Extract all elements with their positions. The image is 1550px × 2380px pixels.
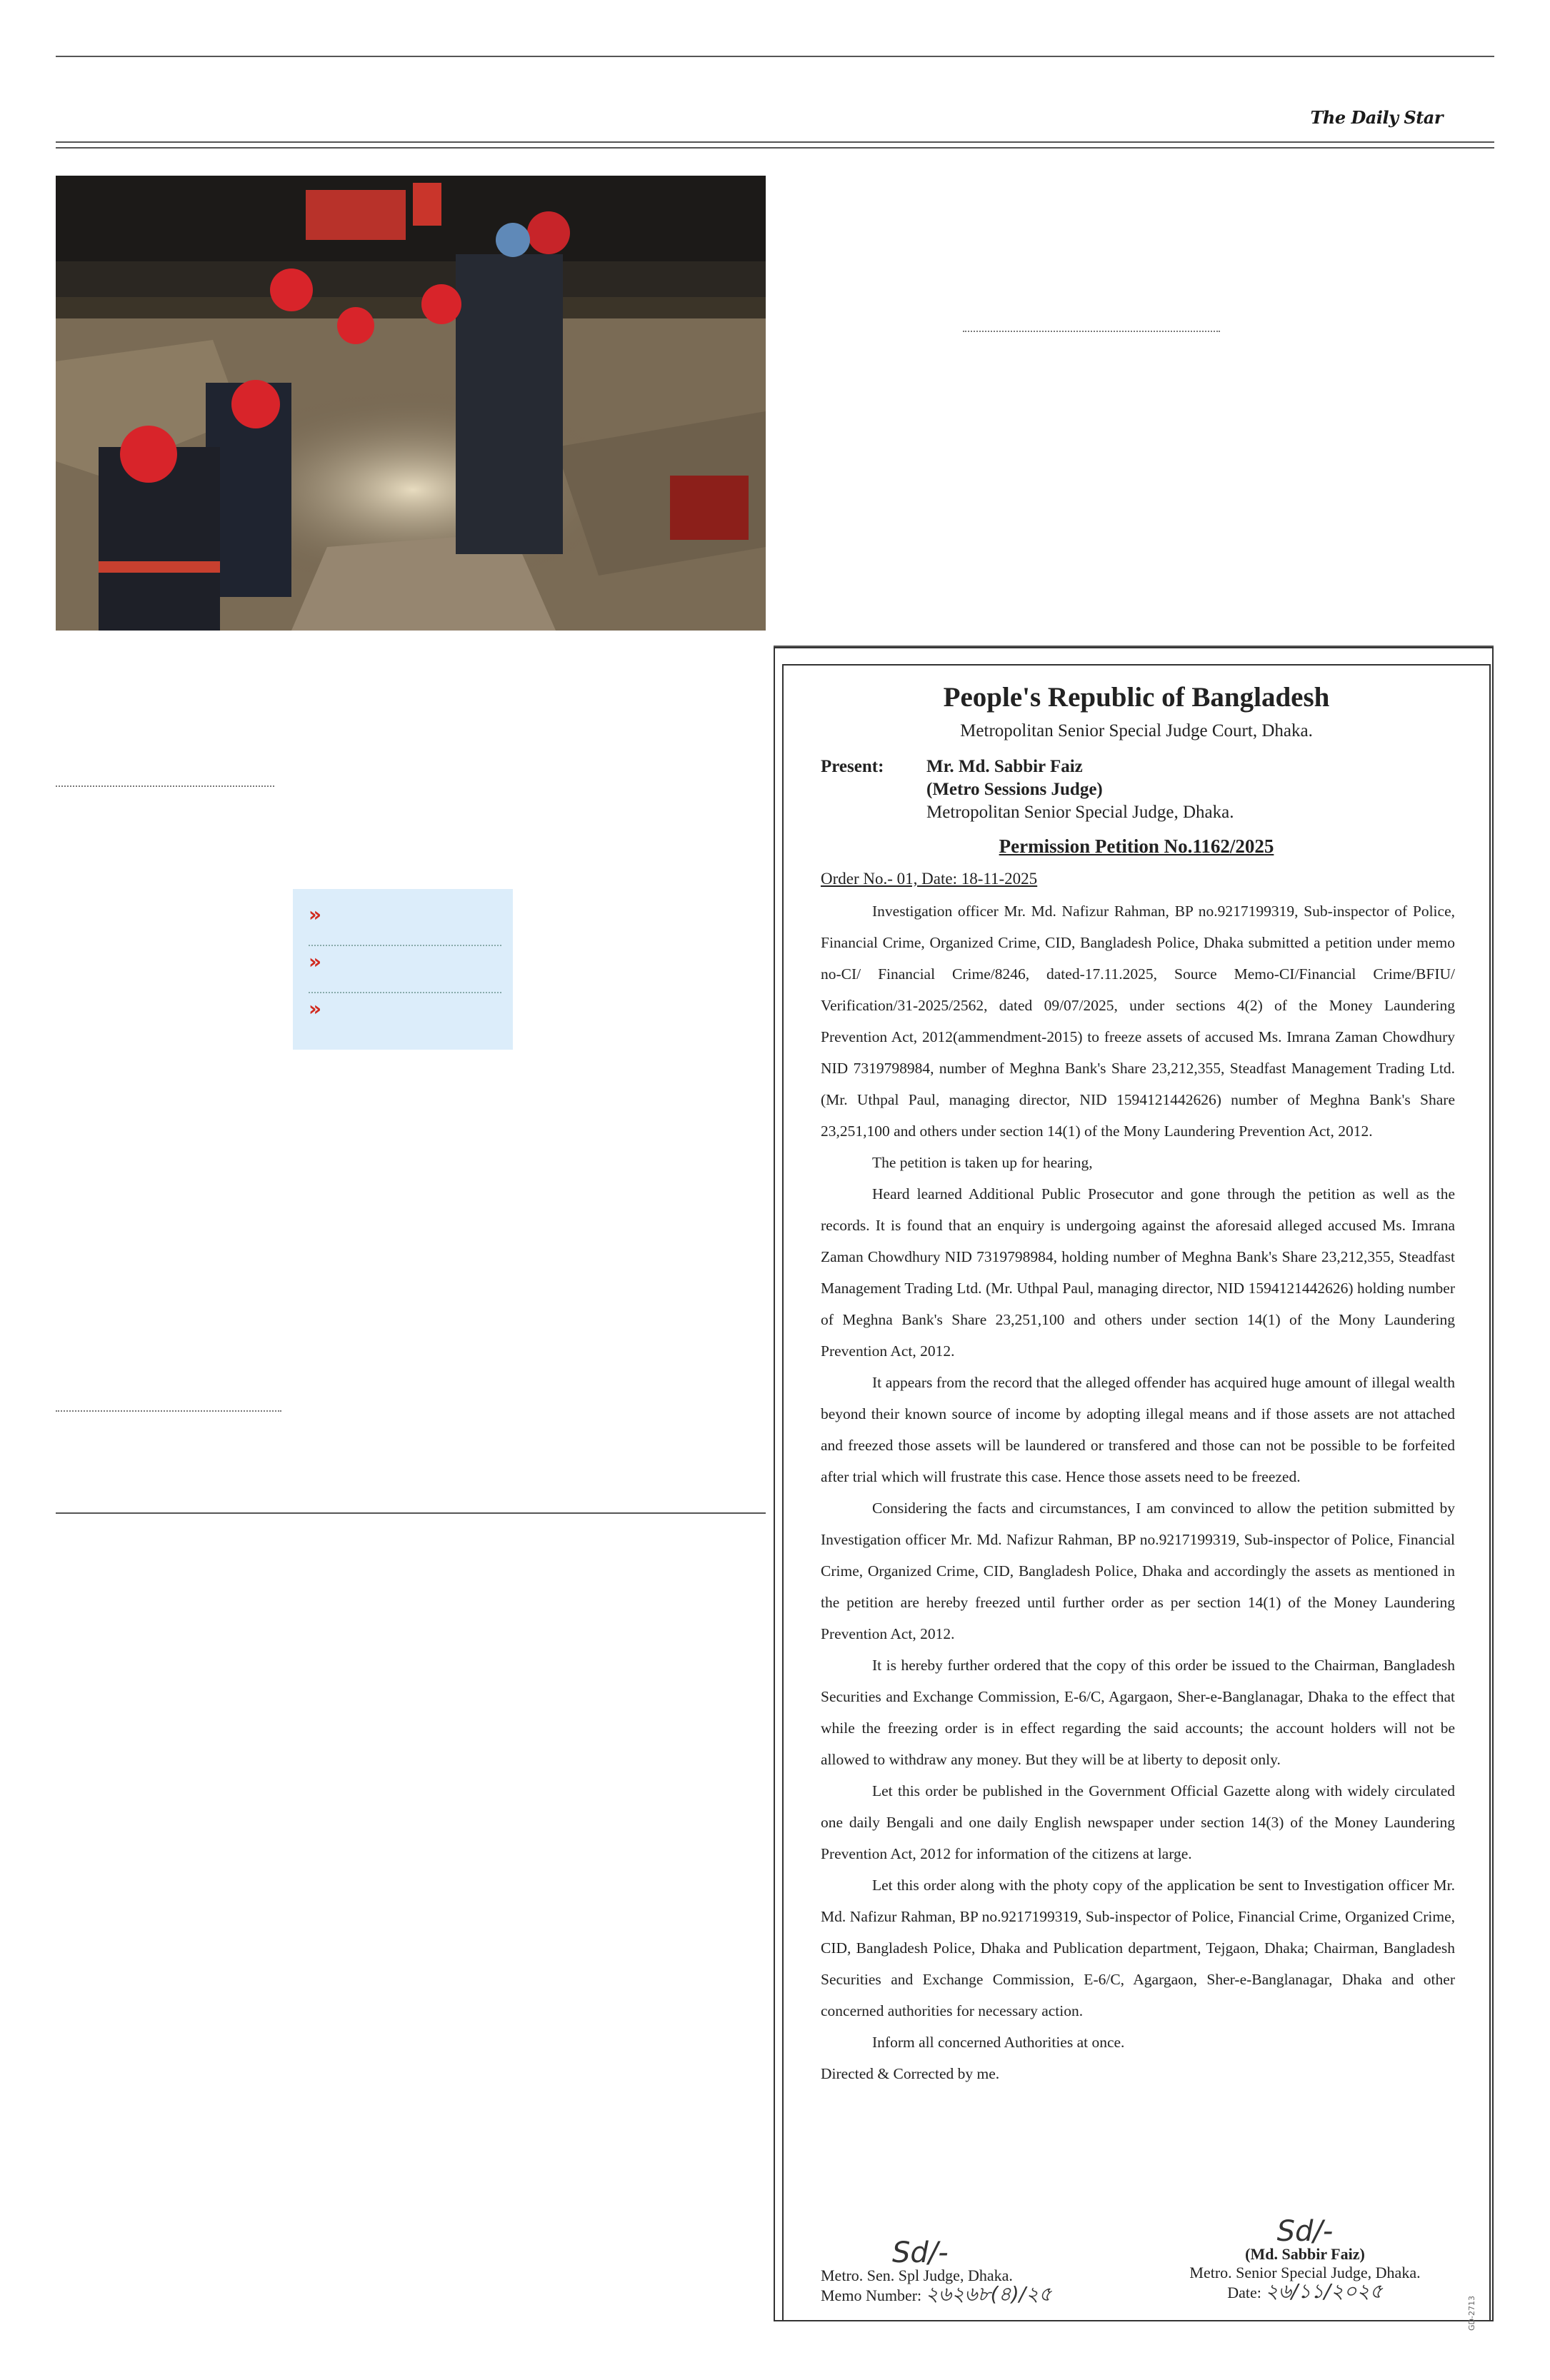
notice-paragraph-8: Let this order along with the photy copy of the application be sent to Investigation officer Mr. Md. Nafizur Rahman, BP no.9217199319, Sub-inspector of Police, Financial Crime, Organized Crime, CID, Bangladesh Police, Dhaka and Publication department, Tejgaon, Dhaka; Chairman, Bangladesh Securities and Exchange Commission, E-6/C, Agargaon, Sher-e-Banglanagar, Dhaka and other concerned authorities for necessary action. (821, 1877, 1455, 2019)
present-label: Present: (821, 757, 884, 776)
signatory-name: (Md. Sabbir Faiz) (1245, 2245, 1365, 2263)
article-divider-3 (963, 331, 1220, 332)
order-number-date: Order No.- 01, Date: 18-11-2025 (821, 870, 1038, 888)
notice-paragraph-5: Considering the facts and circumstances, I am convinced to allow the petition submitted by Investigation officer Mr. Md. Nafizur Rahman, BP no.9217199319, Sub-inspector of Police, Financial Crime, Organized Crime, CID, Bangladesh Police, Dhaka and accordingly the assets as mentioned in the petition are hereby freezed until further order as per section 14(1) of the Money Laundering Prevention Act, 2012. (821, 1500, 1455, 1642)
memo-number-handwritten: ২৬২৬৮(৪)/২৫ (925, 2282, 1052, 2306)
signature-right (1169, 2215, 1441, 2303)
advertisement-code: GD-2713 (1467, 2296, 1476, 2331)
column-bottom-rule (56, 1512, 766, 1514)
notice-paragraph-2: The petition is taken up for hearing, (872, 1154, 1093, 1171)
top-rule (56, 56, 1494, 57)
related-link-3[interactable] (309, 995, 501, 1023)
masthead-rule-upper (56, 141, 1494, 143)
date-handwritten: ২৬/১১/২০২৫ (1265, 2279, 1383, 2303)
notice-paragraph-4: It appears from the record that the alleged offender has acquired huge amount of illegal wealth beyond their known source of income by adopting illegal means and if those assets are not attached and freezed those assets will be laundered or transfered and those can not be possible to be forfeited after trial which will frustrate this case. Hence those assets need to be freezed. (821, 1374, 1455, 1485)
rescue-scene-image (56, 176, 766, 631)
signature-sd-right: Sd/- (1276, 2215, 1334, 2248)
judge-court: Metropolitan Senior Special Judge, Dhaka. (926, 803, 1234, 822)
notice-paragraph-1: Investigation officer Mr. Md. Nafizur Rahman, BP no.9217199319, Sub-inspector of Police, Financial Crime, Organized Crime, CID, Bangladesh Police, Dhaka submitted a petition under memo no-CI/ Financial Crime/8246, dated-17.11.2025, Source Memo-CI/Financial Crime/BFIU/ Verification/31-2025/2562, dated 09/07/2025, under sections 4(2) of the Money Laundering Prevention Act, 2012(ammendment-2015) to freeze assets of accused Ms. Imrana Zaman Chowdhury NID 7319798984, number of Meghna Bank's Share 23,212,355, Steadfast Management Trading Ltd. (Mr. Uthpal Paul, managing director, NID 1594121442626) number of Meghna Bank's Share 23,251,100 and others under section 14(1) of the Mony Laundering Prevention Act, 2012. (821, 903, 1455, 1140)
notice-subtitle: Metropolitan Senior Special Judge Court, Dhaka. (960, 721, 1313, 740)
notice-body (821, 895, 1455, 2089)
newspaper-logo: The Daily Star (1310, 107, 1443, 128)
related-links-box (293, 889, 513, 1050)
signature-left (821, 2236, 1052, 2306)
notice-paragraph-3: Heard learned Additional Public Prosecutor and gone through the petition as well as the records. It is found that an enquiry is undergoing against the aforesaid alleged accused Ms. Imrana Zaman Chowdhury NID 7319798984, holding number of Meghna Bank's Share 23,212,355, Steadfast Management Trading Ltd. (Mr. Uthpal Paul, managing director, NID 1594121442626) holding number of Meghna Bank's Share 23,251,100 and others under section 14(1) of the Mony Laundering Prevention Act, 2012. (821, 1185, 1455, 1360)
notice-paragraph-6: It is hereby further ordered that the copy of this order be issued to the Chairman, Bangladesh Securities and Exchange Commission, E-6/C, Agargaon, Sher-e-Banglanagar, Dhaka to the effect that while the freezing order is in effect regarding the said accounts; the account holders will not be allowed to withdraw any money. But they will be at liberty to deposit only. (821, 1657, 1455, 1768)
chevron-right-icon: » (309, 903, 322, 926)
masthead-rule-lower (56, 147, 1494, 149)
notice-title: People's Republic of Bangladesh (943, 682, 1330, 713)
judge-name: Mr. Md. Sabbir Faiz (926, 757, 1083, 776)
petition-number: Permission Petition No.1162/2025 (999, 835, 1274, 857)
signatory-title: Metro. Senior Special Judge, Dhaka. (1189, 2264, 1421, 2281)
related-separator-1 (309, 945, 501, 946)
article-divider-1 (56, 785, 274, 787)
court-notice (782, 664, 1491, 2331)
signature-sd-left: Sd/- (892, 2236, 949, 2269)
notice-paragraph-9: Inform all concerned Authorities at once. (872, 2034, 1125, 2051)
date-label: Date: (1227, 2284, 1261, 2301)
chevron-right-icon: » (309, 997, 322, 1020)
related-separator-2 (309, 992, 501, 993)
directed-line: Directed & Corrected by me. (821, 2065, 1000, 2082)
chevron-right-icon: » (309, 950, 322, 973)
article-divider-2 (56, 1410, 281, 1412)
judge-designation: (Metro Sessions Judge) (926, 780, 1103, 799)
related-link-1[interactable] (309, 900, 501, 929)
news-photo (56, 176, 766, 631)
notice-paragraph-7: Let this order be published in the Government Official Gazette along with widely circulated one daily Bengali and one daily English newspaper under section 14(3) of the Money Laundering Prevention Act, 2012 for information of the citizens at large. (821, 1782, 1455, 1862)
memo-label: Memo Number: (821, 2286, 922, 2304)
related-link-2[interactable] (309, 948, 501, 976)
signature-left-title: Metro. Sen. Spl Judge, Dhaka. (821, 2266, 1013, 2284)
